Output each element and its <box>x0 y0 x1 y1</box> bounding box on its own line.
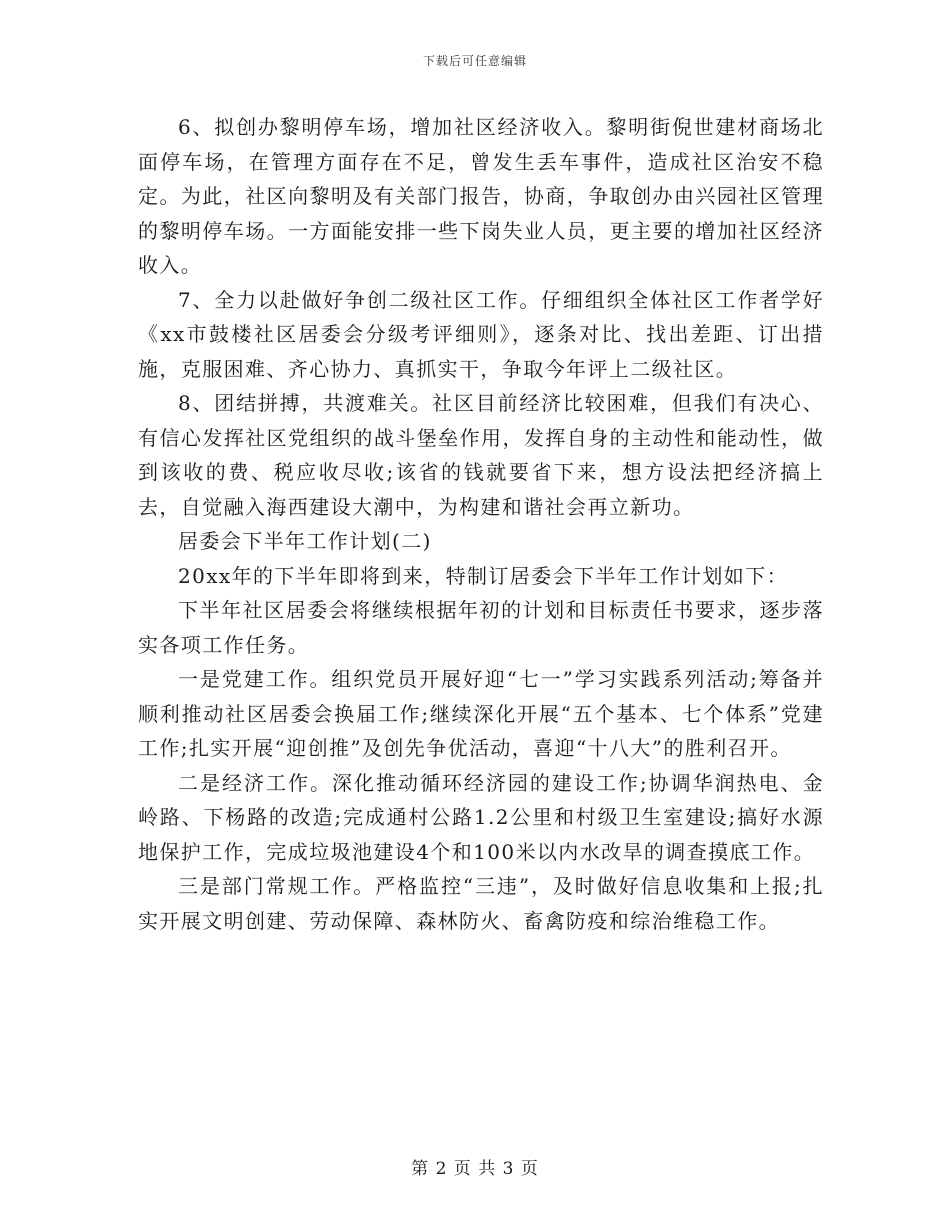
paragraph-routine-work: 三是部门常规工作。严格监控“三违”，及时做好信息收集和上报;扎实开展文明创建、劳动保障、森林防火、畜禽防疫和综治维稳工作。 <box>138 874 824 933</box>
document-body <box>138 110 824 938</box>
paragraph-intro: 20xx年的下半年即将到来，特制订居委会下半年工作计划如下： <box>178 563 789 588</box>
paragraph-overview: 下半年社区居委会将继续根据年初的计划和目标责任书要求，逐步落实各项工作任务。 <box>138 598 824 657</box>
paragraph-economic-work: 二是经济工作。深化推动循环经济园的建设工作;协调华润热电、金岭路、下杨路的改造;完成通村公路1.2公里和村级卫生室建设;搞好水源地保护工作，完成垃圾池建设4个和100米以内水改旱的调查摸底工作。 <box>138 770 824 864</box>
paragraph-6-parking: 6、拟创办黎明停车场，增加社区经济收入。黎明街倪世建材商场北面停车场，在管理方面存在不足，曾发生丢车事件，造成社区治安不稳定。为此，社区向黎明及有关部门报告，协商，争取创办由兴园社区管理的黎明停车场。一方面能安排一些下岗失业人员，更主要的增加社区经济收入。 <box>138 115 824 277</box>
page-header-note: 下载后可任意编辑 <box>422 54 527 68</box>
paragraph-7-second-level-community: 7、全力以赴做好争创二级社区工作。仔细组织全体社区工作者学好《xx市鼓楼社区居委会分级考评细则》，逐条对比、找出差距、订出措施，克服困难、齐心协力、真抓实干，争取今年评上二级社区。 <box>138 287 824 381</box>
paragraph-party-building: 一是党建工作。组织党员开展好迎“七一”学习实践系列活动;筹备并顺利推动社区居委会换届工作;继续深化开展“五个基本、七个体系”党建工作;扎实开展“迎创推”及创先争优活动，喜迎“十八大”的胜利召开。 <box>138 667 824 760</box>
paragraph-8-unity: 8、团结拼搏，共渡难关。社区目前经济比较困难，但我们有决心、有信心发挥社区党组织的战斗堡垒作用，发挥自身的主动性和能动性，做到该收的费、税应收尽收;该省的钱就要省下来，想方设法把经济搞上去，自觉融入海西建设大潮中，为构建和谐社会再立新功。 <box>138 391 824 519</box>
section-title: 居委会下半年工作计划(二) <box>178 529 432 553</box>
page-number: 第 2 页 共 3 页 <box>411 1159 539 1179</box>
